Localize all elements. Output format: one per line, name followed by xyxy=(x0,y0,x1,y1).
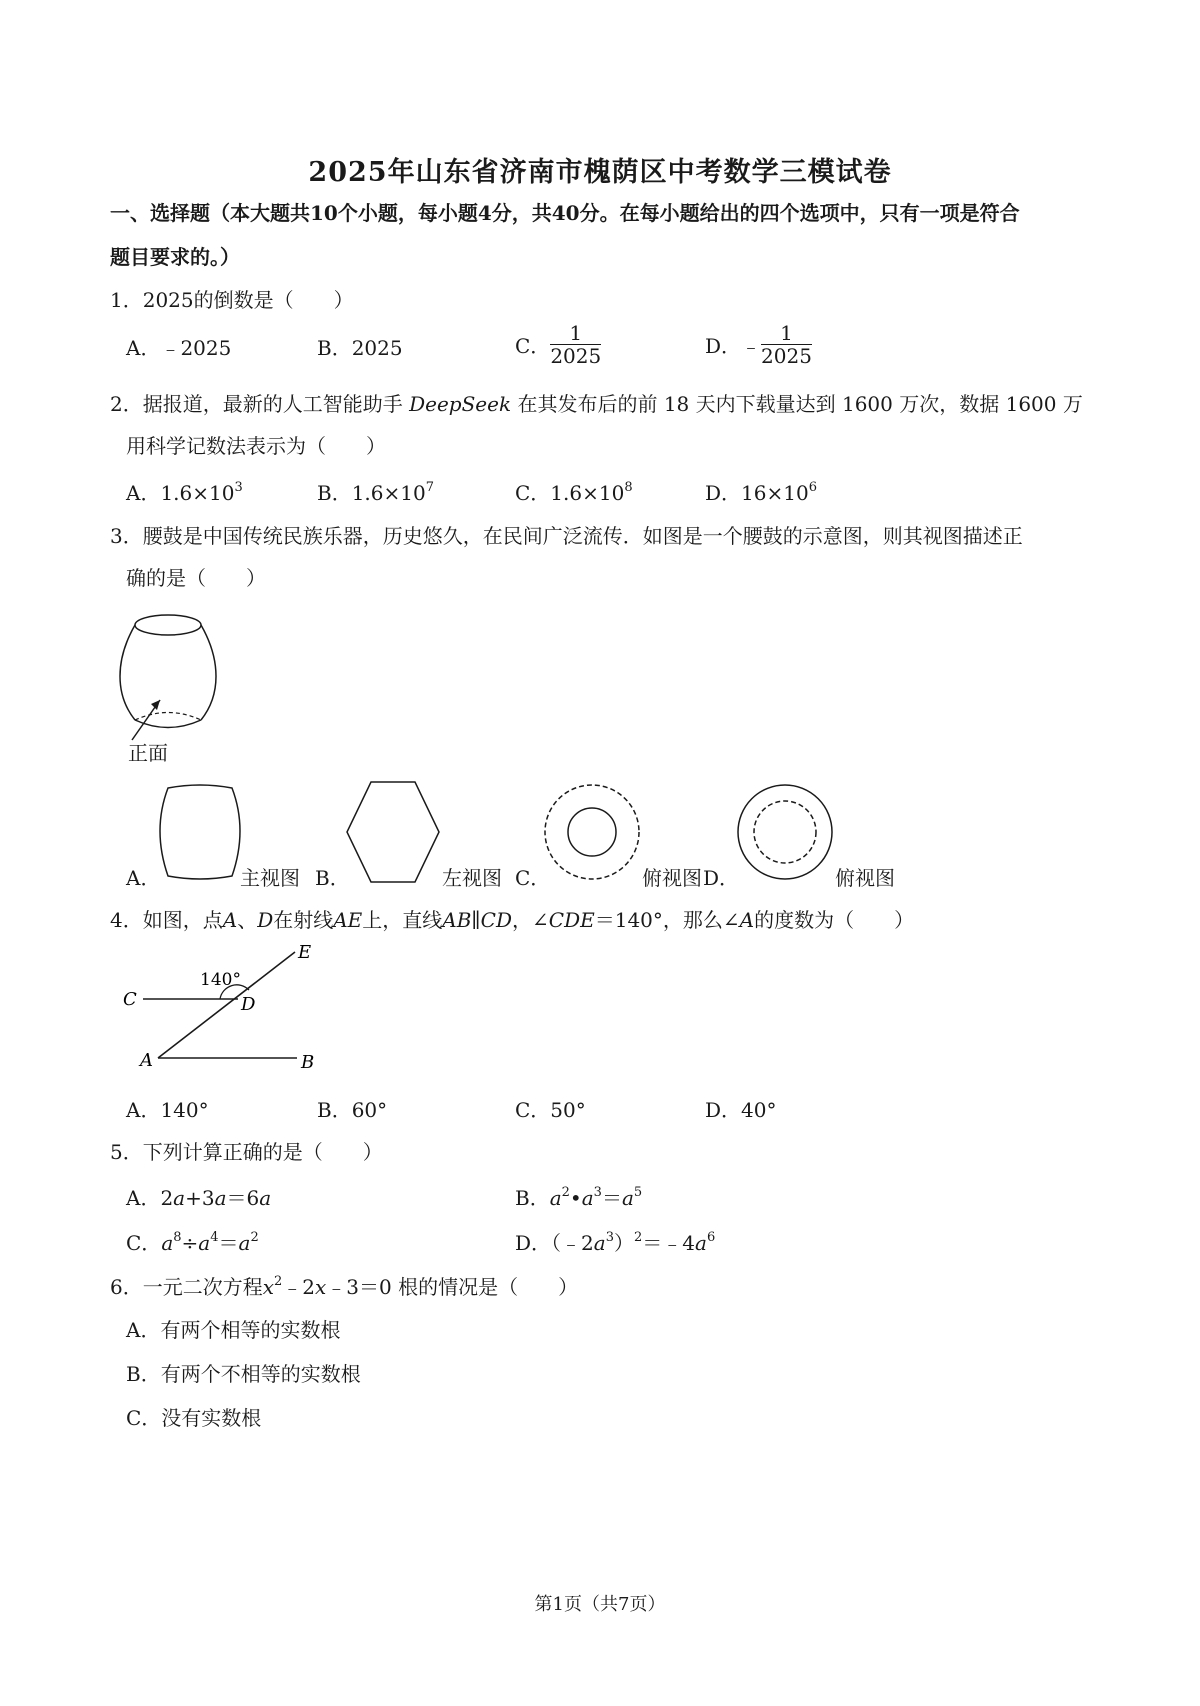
drum-right-side xyxy=(201,625,216,720)
q3-option-a-figure xyxy=(150,780,250,885)
q1-option-b: B．2025 xyxy=(317,336,403,360)
drum-top-rim xyxy=(135,615,201,635)
side-view-hexagon xyxy=(347,782,439,882)
q2-option-d xyxy=(705,477,817,506)
q4-geometry-figure xyxy=(115,938,330,1078)
q3-option-a-caption: 主视图 xyxy=(240,866,300,890)
q6-stem-x2: x xyxy=(315,1275,327,1299)
q5-d-e2: 2 xyxy=(633,1230,643,1245)
q2-option-a xyxy=(126,477,243,506)
q2-d-text: D．16×10 xyxy=(705,481,809,505)
q2-c-text: C．1.6×10 xyxy=(515,481,625,505)
top-view-inner-circle xyxy=(568,808,616,856)
q3-option-b-label: B． xyxy=(315,866,350,890)
q6-stem-exp: 2 xyxy=(274,1274,283,1289)
q6-option-b: B．有两个不相等的实数根 xyxy=(126,1362,361,1386)
q4-stem-parallel: ∥ xyxy=(471,908,481,932)
q2-option-c xyxy=(515,477,633,506)
q5-b-e1: 2 xyxy=(561,1185,570,1200)
q5-b-dot: • xyxy=(569,1186,582,1210)
q5-c-e2: 4 xyxy=(210,1230,219,1245)
q3-option-a-label: A． xyxy=(126,866,161,890)
q3-option-d-label: D． xyxy=(703,866,740,890)
front-arrow-head xyxy=(151,700,160,710)
drum-bottom-back xyxy=(135,713,201,721)
drum-left-side xyxy=(120,625,135,720)
q4-option-a: A．140° xyxy=(126,1098,209,1122)
q5-d-v1: a xyxy=(593,1231,606,1255)
q5-a-v1: a xyxy=(173,1186,186,1210)
q1-d-denominator: 2025 xyxy=(761,344,812,368)
q2-option-b xyxy=(317,477,434,506)
page-footer: 第1页（共7页） xyxy=(534,1594,666,1615)
q5-b-v2: a xyxy=(581,1186,594,1210)
top-view-outer-solid-circle xyxy=(738,785,832,879)
q1-c-denominator: 2025 xyxy=(550,344,602,368)
q6-stem-post: ﹣3＝0 根的情况是（ ） xyxy=(326,1275,579,1299)
q1-option-c xyxy=(515,322,601,367)
q4-option-c: C．50° xyxy=(515,1098,586,1122)
section-heading-line1: 一、选择题（本大题共10个小题，每小题4分，共40分。在每小题给出的四个选项中，只有一项是符合 xyxy=(110,201,1020,225)
fig-point-a: A xyxy=(140,1050,153,1071)
q2-stem-post: 在其发布后的前 18 天内下载量达到 1600 万次，数据 1600 万 xyxy=(511,392,1083,416)
q5-b-v3: a xyxy=(621,1186,634,1210)
q6-option-c: C．没有实数根 xyxy=(126,1406,262,1430)
q5-b-e2: 3 xyxy=(593,1185,602,1200)
q5-b-pre: B． xyxy=(515,1186,550,1210)
fig-point-e: E xyxy=(298,942,312,963)
q5-a-v2: a xyxy=(214,1186,227,1210)
fig-point-b: B xyxy=(301,1052,315,1073)
page-title: 2025年山东省济南市槐荫区中考数学三模试卷 xyxy=(308,157,892,188)
q2-stem-pre: 2．据报道，最新的人工智能助手 xyxy=(110,392,410,416)
q3-option-c-label: C． xyxy=(515,866,551,890)
q5-a-eq: ＝6 xyxy=(226,1186,260,1210)
q5-c-e1: 8 xyxy=(173,1230,182,1245)
q4-option-d: D．40° xyxy=(705,1098,777,1122)
q1-option-c-label: C． xyxy=(515,334,551,358)
q5-c-eq: ＝ xyxy=(218,1231,239,1255)
q5-option-a xyxy=(126,1182,271,1211)
q1-option-d-fraction xyxy=(761,322,812,367)
q5-d-pre: D．（﹣2 xyxy=(515,1231,594,1255)
q1-option-d-sign: ﹣ xyxy=(741,334,762,358)
q6-stem xyxy=(110,1271,578,1300)
fig-point-c: C xyxy=(123,989,137,1010)
q2-d-exp: 6 xyxy=(808,480,817,495)
q4-stem-mid4: ＝140°，那么∠ xyxy=(594,908,740,932)
q5-option-b xyxy=(515,1182,642,1211)
q4-stem-cde: CDE xyxy=(548,908,595,932)
q4-stem-mid2: 上，直线 xyxy=(362,908,443,932)
q2-stem-name: DeepSeek xyxy=(409,392,512,416)
q4-stem-ab: AB xyxy=(442,908,472,932)
q5-c-v2: a xyxy=(198,1231,211,1255)
q5-c-v1: a xyxy=(161,1231,174,1255)
q4-stem-a2: A xyxy=(739,908,755,932)
q4-stem-a: A xyxy=(222,908,238,932)
q1-c-numerator: 1 xyxy=(550,322,601,345)
q4-stem-ae: AE xyxy=(333,908,363,932)
q2-b-text: B．1.6×10 xyxy=(317,481,426,505)
ray-ae xyxy=(158,952,295,1058)
q3-stem-line1: 3．腰鼓是中国传统民族乐器，历史悠久，在民间广泛流传．如图是一个腰鼓的示意图，则其视图描述正 xyxy=(110,524,1023,548)
q3-option-b-caption: 左视图 xyxy=(442,866,502,890)
fig-point-d: D xyxy=(241,994,256,1015)
q5-option-d xyxy=(515,1227,715,1256)
q1-stem: 1．2025的倒数是（ ） xyxy=(110,288,354,312)
q1-d-numerator: 1 xyxy=(761,322,812,345)
q3-option-d-figure xyxy=(733,780,837,884)
q4-stem-mid1: 在射线 xyxy=(273,908,334,932)
q6-stem-x: x xyxy=(262,1275,275,1299)
q4-stem-sep: 、 xyxy=(237,908,258,932)
q5-a-v3: a xyxy=(259,1186,272,1210)
q5-d-e1: 3 xyxy=(605,1230,614,1245)
top-view-inner-dashed-circle xyxy=(754,801,816,863)
q5-b-v1: a xyxy=(549,1186,562,1210)
q4-option-b: B．60° xyxy=(317,1098,388,1122)
q5-c-pre: C． xyxy=(126,1231,162,1255)
q1-option-d xyxy=(705,322,812,367)
q2-b-exp: 7 xyxy=(425,480,434,495)
q4-stem-mid3: ，∠ xyxy=(512,908,549,932)
front-label: 正面 xyxy=(128,741,168,765)
q5-a-mid: +3 xyxy=(185,1186,215,1210)
q1-option-d-label: D． xyxy=(705,334,742,358)
q2-c-exp: 8 xyxy=(624,480,633,495)
q4-stem-pre: 4．如图，点 xyxy=(110,908,223,932)
q5-d-e3: 6 xyxy=(706,1230,716,1245)
q5-option-c xyxy=(126,1227,259,1256)
q4-stem-d: D xyxy=(257,908,274,932)
q3-stem-line2: 确的是（ ） xyxy=(126,566,266,590)
q4-stem xyxy=(110,904,914,933)
front-view-shape xyxy=(160,785,240,879)
fig-angle-label: 140° xyxy=(200,970,241,990)
q5-a-pre: A．2 xyxy=(126,1186,174,1210)
q5-stem: 5．下列计算正确的是（ ） xyxy=(110,1140,383,1164)
q6-stem-mid: ﹣2 xyxy=(282,1275,316,1299)
q2-a-text: A．1.6×10 xyxy=(126,481,235,505)
q2-a-exp: 3 xyxy=(234,480,243,495)
q3-option-b-figure xyxy=(343,778,443,886)
q3-option-d-caption: 俯视图 xyxy=(835,866,895,890)
q5-b-e3: 5 xyxy=(633,1185,643,1200)
q4-stem-cd: CD xyxy=(480,908,513,932)
q2-stem-line1 xyxy=(110,388,1083,417)
q5-d-eq: ＝﹣4 xyxy=(642,1231,695,1255)
top-view-outer-dashed-circle xyxy=(545,785,639,879)
q5-d-v2: a xyxy=(695,1231,707,1255)
q5-d-close: ） xyxy=(613,1231,634,1255)
q3-option-c-caption: 俯视图 xyxy=(642,866,702,890)
q5-c-e3: 2 xyxy=(250,1230,259,1245)
q4-stem-post: 的度数为（ ） xyxy=(754,908,915,932)
q3-option-c-figure xyxy=(540,780,644,884)
q5-c-v3: a xyxy=(238,1231,251,1255)
q2-stem-line2: 用科学记数法表示为（ ） xyxy=(126,434,386,458)
q6-option-a: A．有两个相等的实数根 xyxy=(126,1318,341,1342)
q1-option-c-fraction xyxy=(550,322,601,367)
section-heading-line2: 题目要求的。） xyxy=(110,245,240,269)
q5-c-div: ÷ xyxy=(181,1231,199,1255)
q6-stem-pre: 6．一元二次方程 xyxy=(110,1275,263,1299)
q5-b-eq: ＝ xyxy=(601,1186,622,1210)
q1-option-a: A．﹣2025 xyxy=(126,336,232,360)
